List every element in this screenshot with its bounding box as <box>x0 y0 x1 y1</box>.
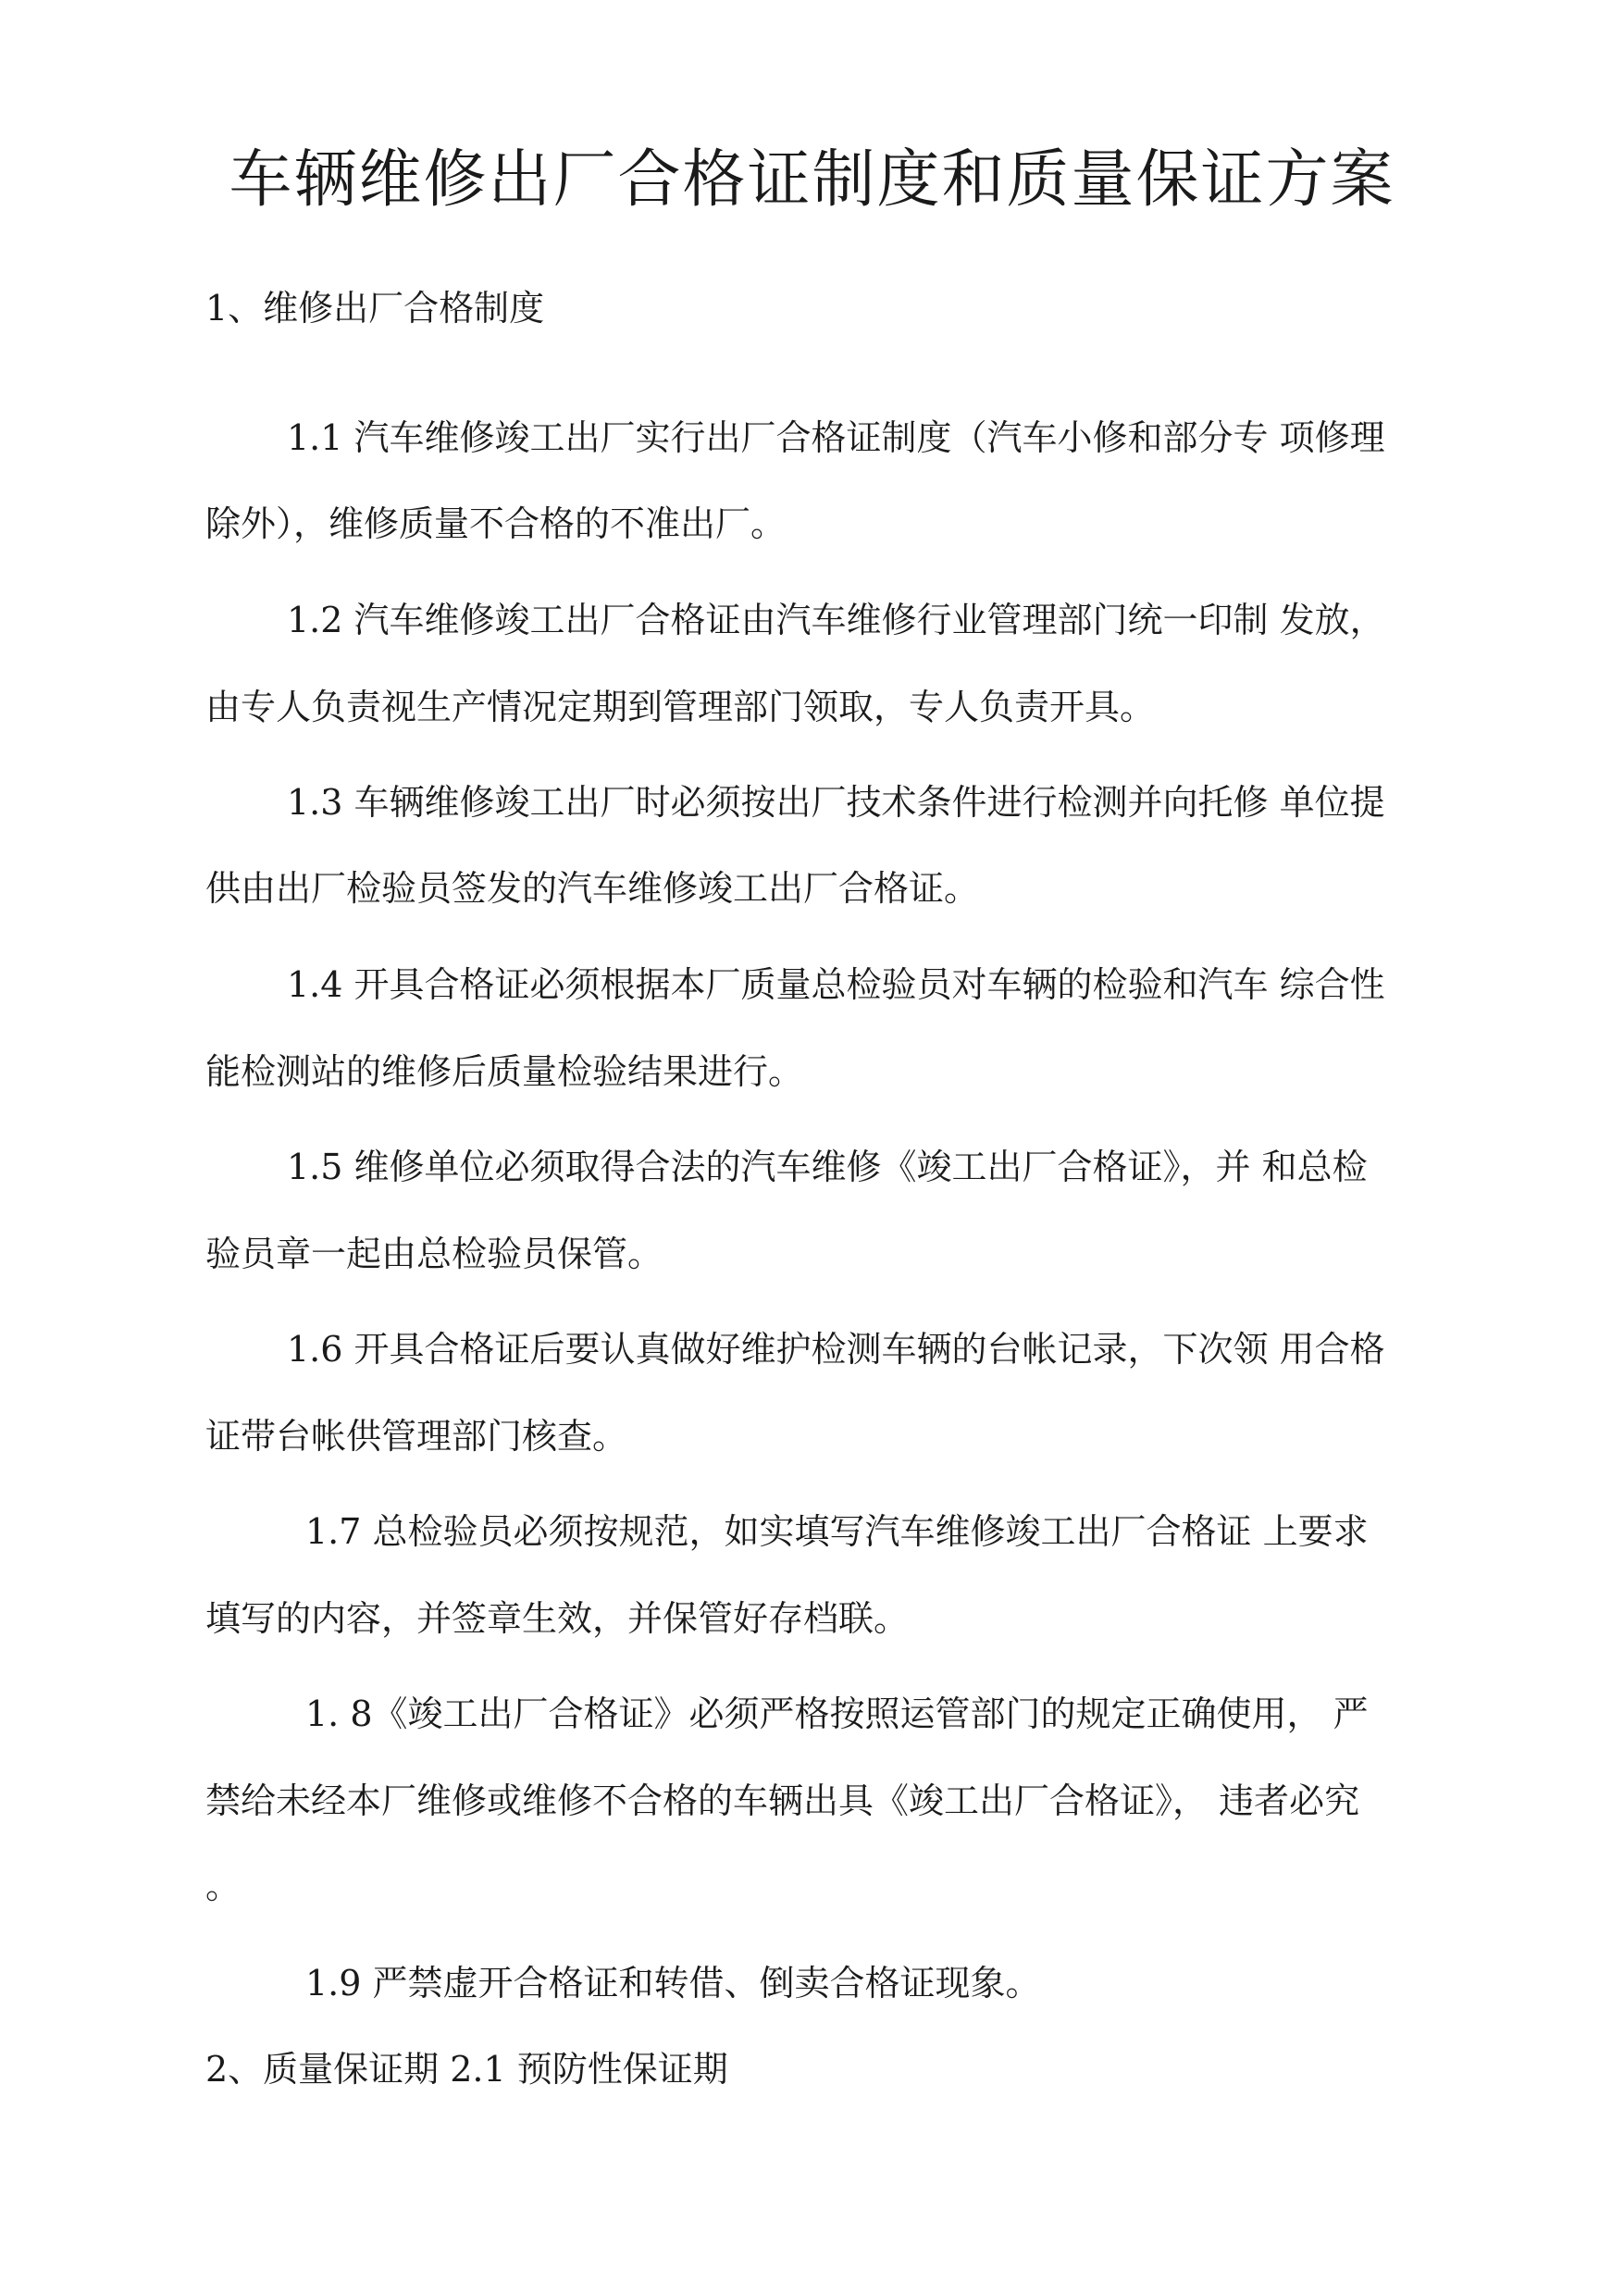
paragraph-line: 供由出厂检验员签发的汽车维修竣工出厂合格证。 <box>205 868 980 909</box>
paragraph-line: 。 <box>205 1866 242 1906</box>
paragraph-line: 1.2 汽车维修竣工出厂合格证由汽车维修行业管理部门统一印制 发放， <box>287 600 1385 640</box>
section-heading-2: 2、质量保证期 2.1 预防性保证期 <box>205 2049 728 2090</box>
paragraph-line: 禁给未经本厂维修或维修不合格的车辆出具《竣工出厂合格证》， 违者必究 <box>205 1780 1360 1821</box>
paragraph-line: 1.1 汽车维修竣工出厂实行出厂合格证制度（汽车小修和部分专 项修理 <box>287 417 1385 458</box>
paragraph-line: 1.9 严禁虚开合格证和转借、倒卖合格证现象。 <box>305 1963 1041 2003</box>
paragraph-line: 1.6 开具合格证后要认真做好维护检测车辆的台帐记录，下次领 用合格 <box>287 1329 1385 1370</box>
paragraph-line: 1.3 车辆维修竣工出厂时必须按出厂技术条件进行检测并向托修 单位提 <box>287 782 1385 823</box>
paragraph-line: 1.7 总检验员必须按规范，如实填写汽车维修竣工出厂合格证 上要求 <box>305 1511 1369 1552</box>
paragraph-line: 除外），维修质量不合格的不准出厂。 <box>205 503 787 544</box>
section-heading-1: 1、维修出厂合格制度 <box>205 288 545 329</box>
paragraph-line: 能检测站的维修后质量检验结果进行。 <box>205 1051 804 1092</box>
paragraph-line: 由专人负责视生产情况定期到管理部门领取，专人负责开具。 <box>205 687 1156 727</box>
paragraph-line: 1.4 开具合格证必须根据本厂质量总检验员对车辆的检验和汽车 综合性 <box>287 964 1385 1005</box>
document-title: 车辆维修出厂合格证制度和质量保证方案 <box>229 143 1395 217</box>
paragraph-line: 验员章一起由总检验员保管。 <box>205 1234 663 1274</box>
paragraph-line: 证带台帐供管理部门核查。 <box>205 1416 628 1457</box>
paragraph-line: 填写的内容，并签章生效，并保管好存档联。 <box>205 1598 910 1639</box>
paragraph-line: 1. 8《竣工出厂合格证》必须严格按照运管部门的规定正确使用， 严 <box>305 1693 1369 1734</box>
paragraph-line: 1.5 维修单位必须取得合法的汽车维修《竣工出厂合格证》，并 和总检 <box>287 1147 1368 1187</box>
